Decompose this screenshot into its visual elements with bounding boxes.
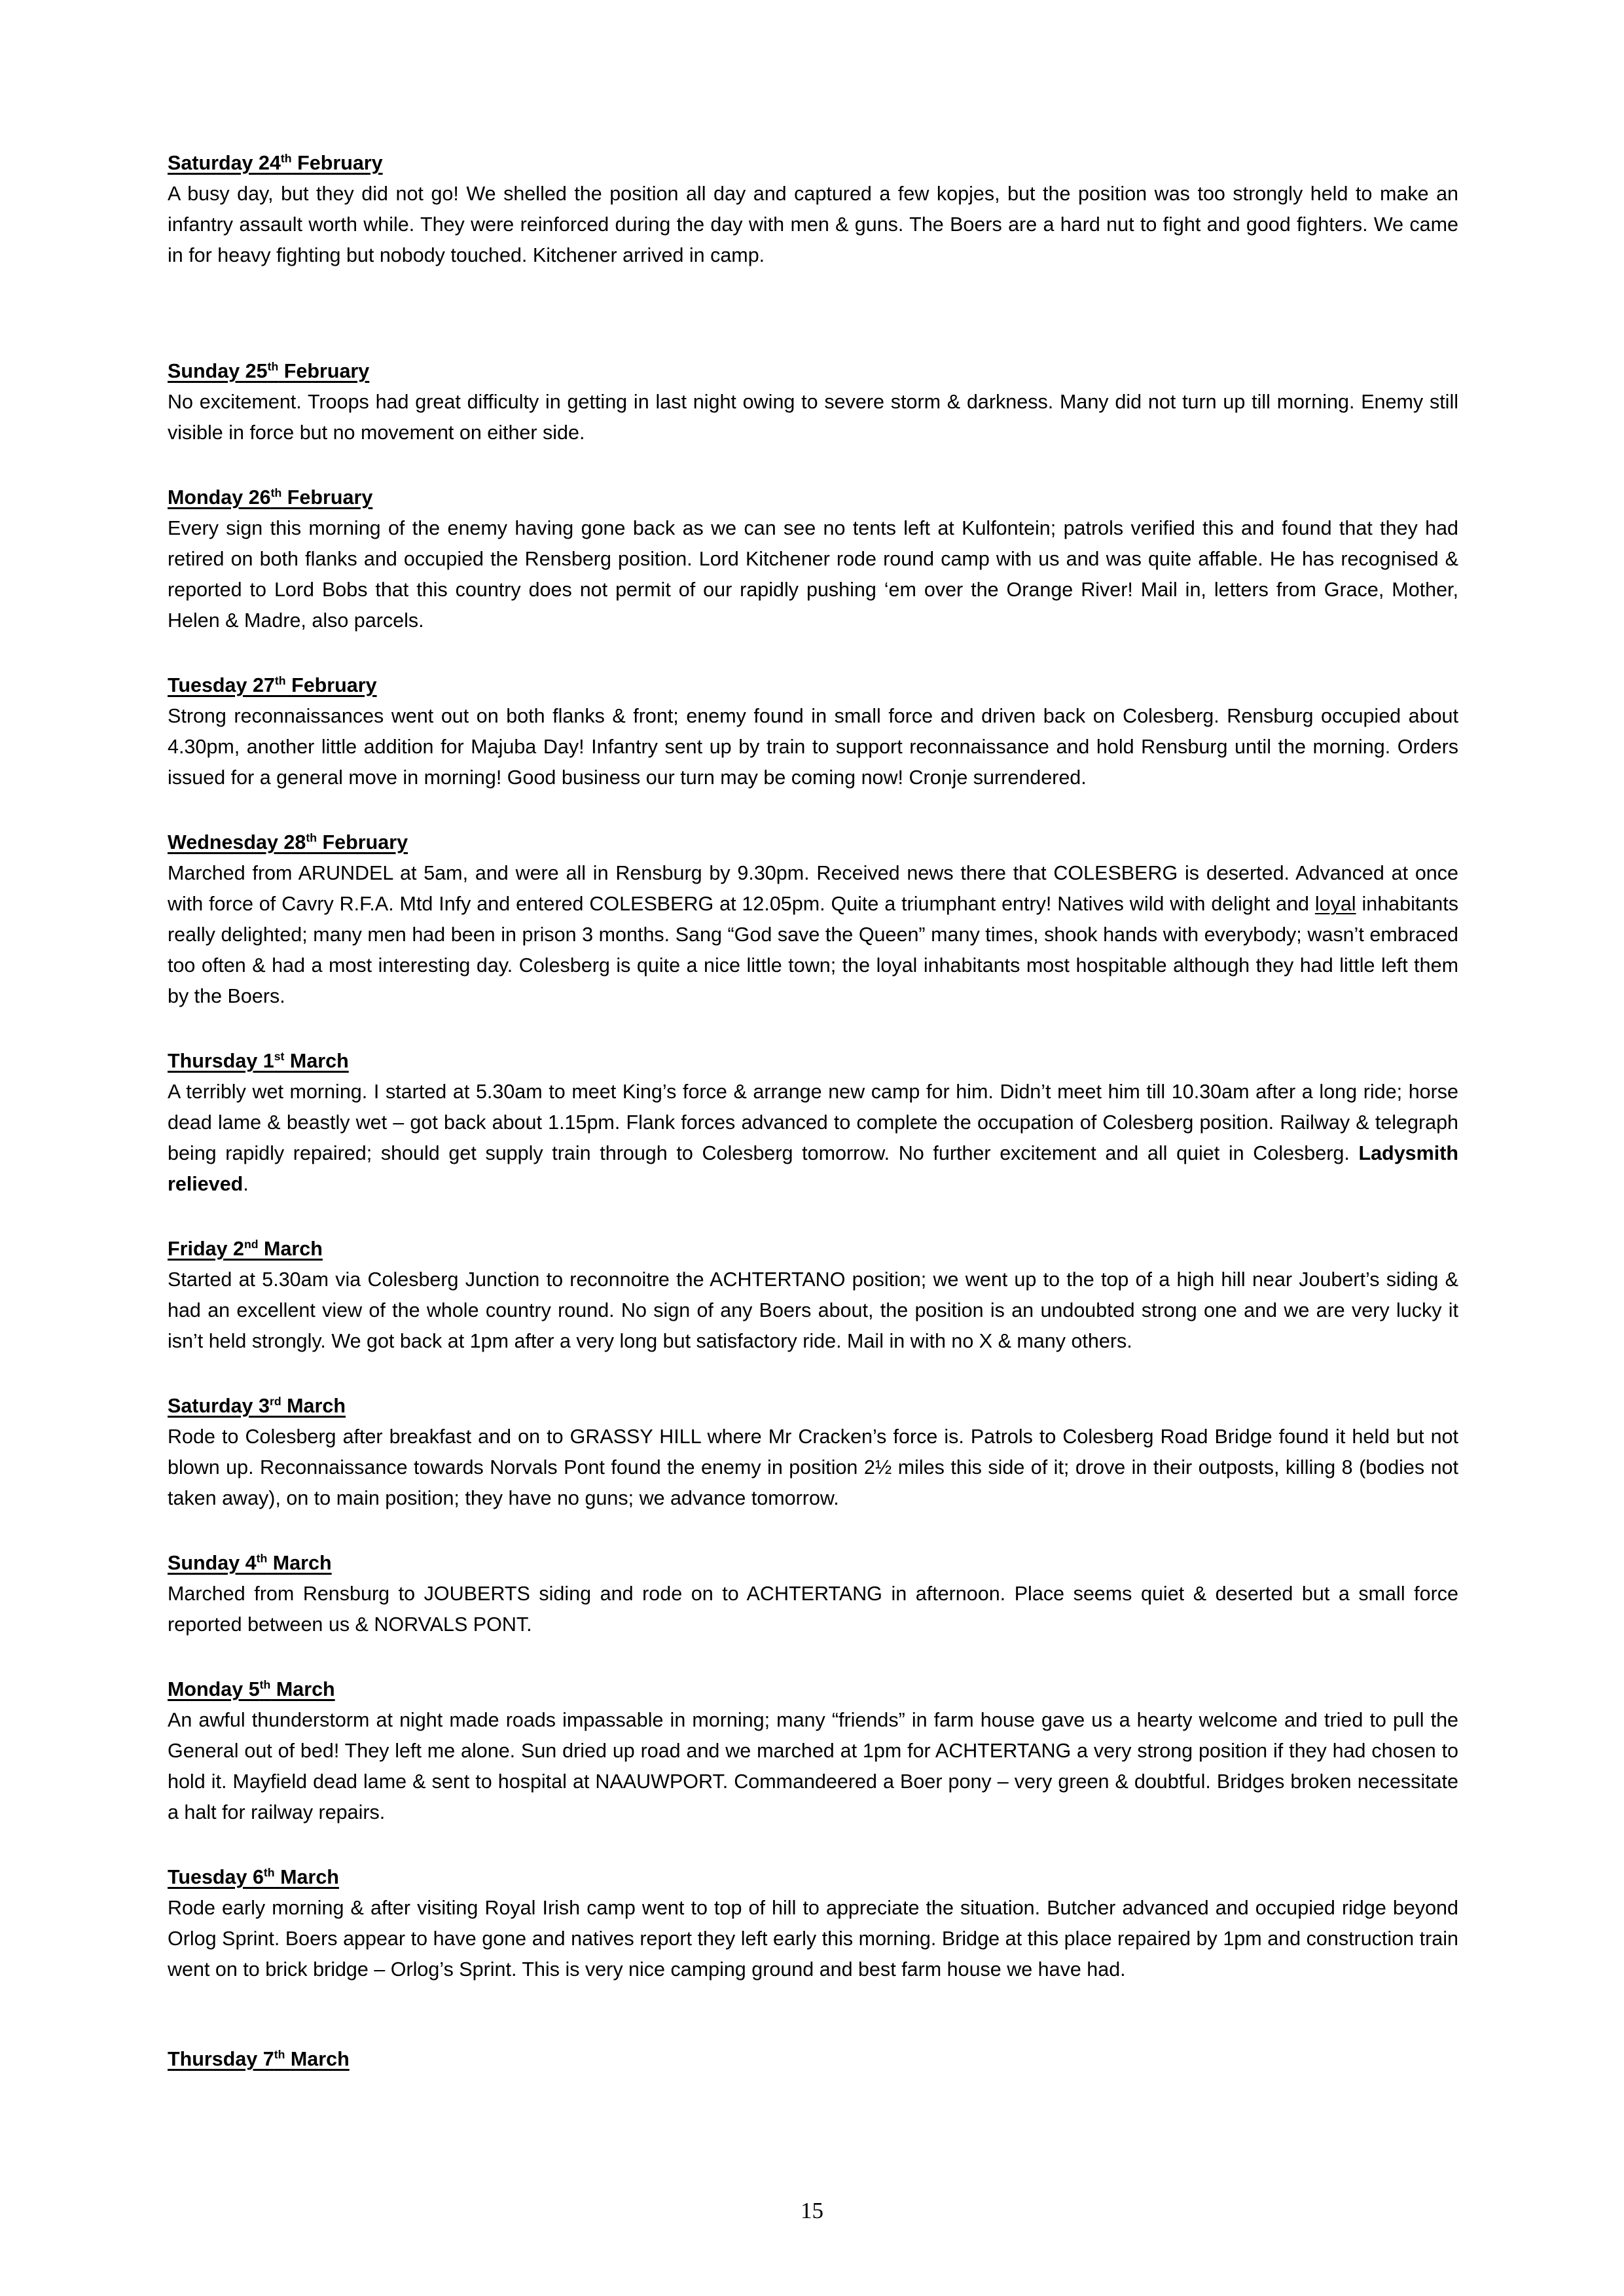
- entry-date-heading: [168, 1862, 1458, 1893]
- body-text-segment: .: [243, 1173, 249, 1195]
- entry-body: [168, 1579, 1458, 1640]
- ordinal-suffix: th: [274, 2047, 285, 2061]
- entry-date-heading: [168, 1046, 1458, 1077]
- ordinal-suffix: nd: [244, 1237, 259, 1251]
- diary-entry: [168, 356, 1458, 448]
- entry-date-text: Monday 26: [168, 486, 271, 509]
- entry-date-heading: [168, 356, 1458, 387]
- entry-month-text: March: [258, 1238, 323, 1260]
- ordinal-suffix: th: [263, 1865, 275, 1879]
- body-text-segment: Marched from ARUNDEL at 5am, and were all in Rensburg by 9.30pm. Received news there that COLESBERG is deserted. Advanced at once with force of Cavry R.F.A. Mtd Infy and entered COLESBERG at 12.05pm. Quite a triumphant entry! Natives wild with delight and: [168, 862, 1458, 915]
- entry-month-text: March: [284, 1050, 349, 1072]
- diary-entry: [168, 1234, 1458, 1357]
- entry-date-heading: [168, 827, 1458, 858]
- entry-date-text: Wednesday 28: [168, 831, 306, 853]
- ordinal-suffix: th: [280, 151, 292, 165]
- entry-body: [168, 1265, 1458, 1357]
- ordinal-suffix: rd: [269, 1394, 281, 1408]
- ordinal-suffix: th: [256, 1551, 268, 1565]
- body-text-segment: Rode early morning & after visiting Royal Irish camp went to top of hill to appreciate the situation. Butcher advanced and occupied ridge beyond Orlog Sprint. Boers appear to have gone and natives report they left early this morning. Bridge at this place repaired by 1pm and construction train went on to brick bridge – Orlog’s Sprint. This is very nice camping ground and best farm house we have had.: [168, 1897, 1458, 1981]
- ordinal-suffix: st: [274, 1049, 285, 1063]
- body-text-segment: loyal: [1314, 893, 1356, 915]
- ordinal-suffix: th: [259, 1677, 271, 1691]
- entry-date-text: Saturday 24: [168, 152, 281, 174]
- page-content: [168, 148, 1458, 2075]
- entry-body: [168, 1705, 1458, 1828]
- entry-date-heading: [168, 1674, 1458, 1705]
- entry-date-text: Thursday 7: [168, 2048, 274, 2070]
- entry-body: [168, 1077, 1458, 1200]
- body-text-segment: Ladysmith relieved: [168, 1142, 1458, 1195]
- page-number: 15: [801, 2198, 823, 2223]
- entry-date-text: Saturday 3: [168, 1395, 270, 1417]
- diary-entry: [168, 1674, 1458, 1828]
- body-text-segment: No excitement. Troops had great difficulty in getting in last night owing to severe storm & darkness. Many did not turn up till morning. Enemy still visible in force but no movement on either side.: [168, 391, 1458, 444]
- ordinal-suffix: th: [306, 831, 317, 844]
- entry-body: [168, 701, 1458, 793]
- diary-entry: [168, 1391, 1458, 1514]
- entry-date-text: Friday 2: [168, 1238, 244, 1260]
- diary-entry: [168, 1548, 1458, 1640]
- ordinal-suffix: th: [274, 673, 286, 687]
- entry-date-heading: [168, 1234, 1458, 1265]
- entry-month-text: February: [285, 674, 377, 696]
- body-text-segment: An awful thunderstorm at night made roads impassable in morning; many “friends” in farm house gave us a hearty welcome and tried to pull the General out of bed! They left me alone. Sun dried up road and we marched at 1pm for ACHTERTANG a very strong position if they had chosen to hold it. Mayfield dead lame & sent to hospital at NAAUWPORT. Commandeered a Boer pony – very green & doubtful. Bridges broken necessitate a halt for railway repairs.: [168, 1709, 1458, 1823]
- entry-body: [168, 513, 1458, 636]
- entry-date-text: Monday 5: [168, 1678, 260, 1700]
- body-text-segment: Started at 5.30am via Colesberg Junction to reconnoitre the ACHTERTANO position; we went up to the top of a high hill near Joubert’s siding & had an excellent view of the whole country round. No sign of any Boers about, the position is an undoubted strong one and we are very lucky it isn’t held strongly. We got back at 1pm after a very long but satisfactory ride. Mail in with no X & many others.: [168, 1268, 1458, 1352]
- entry-date-heading: [168, 1391, 1458, 1422]
- entry-month-text: February: [278, 360, 370, 382]
- entry-month-text: February: [281, 486, 373, 509]
- entry-date-text: Sunday 4: [168, 1552, 257, 1574]
- entry-body: [168, 858, 1458, 1012]
- entry-date-text: Tuesday 6: [168, 1866, 264, 1888]
- body-text-segment: A busy day, but they did not go! We shelled the position all day and captured a few kopjes, but the position was too strongly held to make an infantry assault worth while. They were reinforced during the day with men & guns. The Boers are a hard nut to fight and good fighters. We came in for heavy fighting but nobody touched. Kitchener arrived in camp.: [168, 183, 1458, 266]
- diary-entry: [168, 1862, 1458, 1985]
- body-text-segment: Strong reconnaissances went out on both flanks & front; enemy found in small force and driven back on Colesberg. Rensburg occupied about 4.30pm, another little addition for Majuba Day! Infantry sent up by train to support reconnaissance and hold Rensburg until the morning. Orders issued for a general move in morning! Good business our turn may be coming now! Cronje surrendered.: [168, 705, 1458, 789]
- body-text-segment: Every sign this morning of the enemy having gone back as we can see no tents left at Kulfontein; patrols verified this and found that they had retired on both flanks and occupied the Rensberg position. Lord Kitchener rode round camp with us and was quite affable. He has recognised & reported to Lord Bobs that this country does not permit of our rapidly pushing ‘em over the Orange River! Mail in, letters from Grace, Mother, Helen & Madre, also parcels.: [168, 517, 1458, 632]
- entry-month-text: March: [285, 2048, 350, 2070]
- ordinal-suffix: th: [270, 486, 282, 499]
- entry-date-text: Tuesday 27: [168, 674, 275, 696]
- entry-date-text: Thursday 1: [168, 1050, 274, 1072]
- entry-month-text: March: [281, 1395, 346, 1417]
- entry-body: [168, 1422, 1458, 1514]
- entry-date-heading: [168, 1548, 1458, 1579]
- entry-month-text: March: [270, 1678, 335, 1700]
- entry-date-heading: [168, 670, 1458, 701]
- diary-entry: [168, 827, 1458, 1012]
- entry-date-heading: [168, 2044, 1458, 2075]
- entry-month-text: March: [267, 1552, 332, 1574]
- body-text-segment: Marched from Rensburg to JOUBERTS siding and rode on to ACHTERTANG in afternoon. Place seems quiet & deserted but a small force reported between us & NORVALS PONT.: [168, 1583, 1458, 1636]
- diary-entry: [168, 148, 1458, 271]
- entry-date-heading: [168, 148, 1458, 179]
- diary-entry: [168, 1046, 1458, 1200]
- entry-date-heading: [168, 482, 1458, 513]
- entry-date-text: Sunday 25: [168, 360, 268, 382]
- entry-month-text: March: [274, 1866, 339, 1888]
- entry-body: [168, 387, 1458, 448]
- entry-body: [168, 179, 1458, 271]
- diary-entry: [168, 2044, 1458, 2075]
- entry-month-text: February: [317, 831, 408, 853]
- body-text-segment: inhabitants really delighted; many men had been in prison 3 months. Sang “God save the Queen” many times, shook hands with everybody; wasn’t embraced too often & had a most interesting day. Colesberg is quite a nice little town; the loyal inhabitants most hospitable although they had little left them by the Boers.: [168, 893, 1458, 1007]
- body-text-segment: A terribly wet morning. I started at 5.30am to meet King’s force & arrange new camp for him. Didn’t meet him till 10.30am after a long ride; horse dead lame & beastly wet – got back about 1.15pm. Flank forces advanced to complete the occupation of Colesberg position. Railway & telegraph being rapidly repaired; should get supply train through to Colesberg tomorrow. No further excitement and all quiet in Colesberg.: [168, 1081, 1458, 1164]
- entry-month-text: February: [291, 152, 383, 174]
- body-text-segment: Rode to Colesberg after breakfast and on to GRASSY HILL where Mr Cracken’s force is. Patrols to Colesberg Road Bridge found it held but not blown up. Reconnaissance towards Norvals Pont found the enemy in position 2½ miles this side of it; drove in their outposts, killing 8 (bodies not taken away), on to main position; they have no guns; we advance tomorrow.: [168, 1426, 1458, 1509]
- diary-entry: [168, 482, 1458, 636]
- entry-body: [168, 1893, 1458, 1985]
- ordinal-suffix: th: [267, 359, 279, 373]
- diary-entry: [168, 670, 1458, 793]
